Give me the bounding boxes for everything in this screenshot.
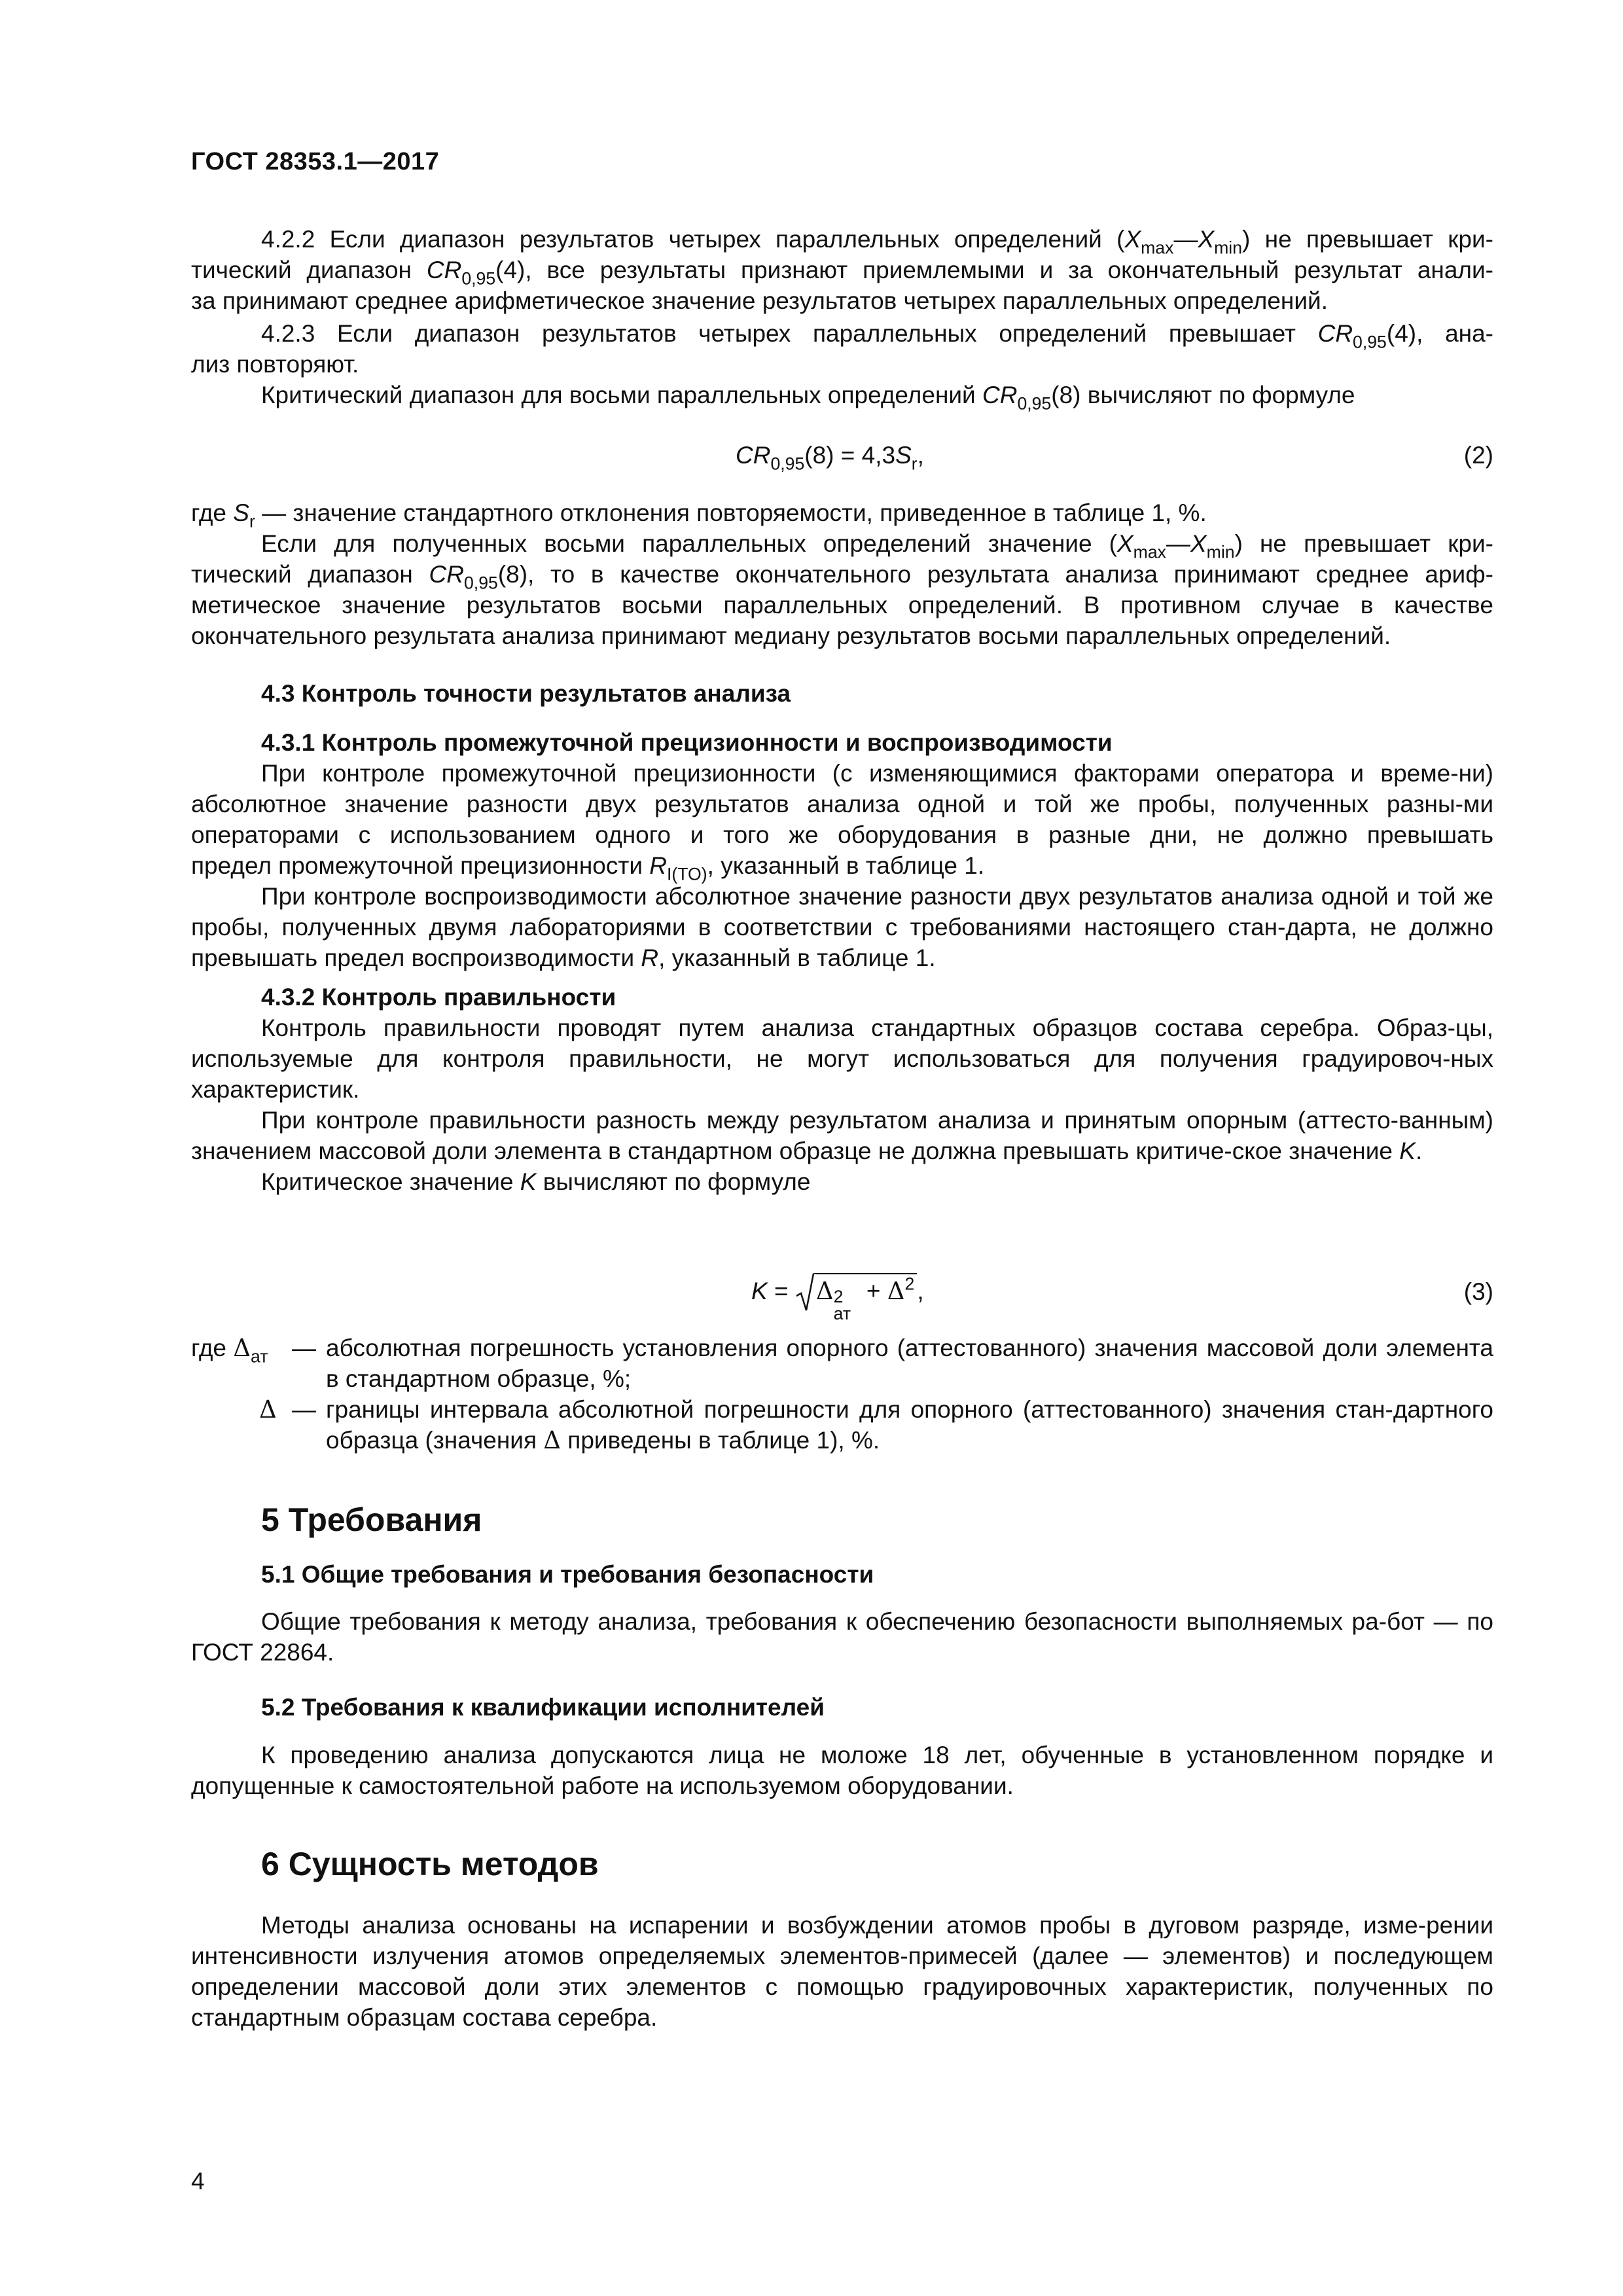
paragraph-4-3-2 <box>191 1013 1493 1197</box>
p-eight-line2: тический диапазон $CR_{0,95}(8)$, то в качестве окончательного результата анализа принимают среднее ариф- <box>191 561 1493 593</box>
p431-text1: При контроле промежуточной прецизионности (с изменяющимися факторами оператора и време-ни) абсолютное значение разности двух результатов анализа одной и той же пробы, полученных разны-ми операторами с использованием одного и того же оборудования в разные дни, не должно превышать <box>191 760 1493 848</box>
paragraph-6 <box>191 1910 1493 2033</box>
formula-2: $CR_{0,95}(8) = 4,3S_r$, <box>736 442 924 474</box>
formula-2-number: (2) <box>1463 442 1493 469</box>
formula-3-number: (3) <box>1463 1278 1493 1305</box>
p422-line2: тический диапазон $CR_{0,95}(4)$, все результаты признают приемлемыми и за окончательный результат анали- <box>191 257 1493 289</box>
paragraph-4-2-3 <box>191 318 1493 414</box>
page-number: 4 <box>191 2168 205 2195</box>
heading-4-3-2: 4.3.2 Контроль правильности <box>261 984 616 1011</box>
paragraph-where-sr <box>191 497 1493 651</box>
where-delta-at-text: абсолютная погрешность установления опорного (аттестованного) значения массовой доли элемента в стандартном образце, %; <box>326 1335 1493 1392</box>
where-delta-label: Δ <box>259 1395 277 1424</box>
p431-text1-last: предел промежуточной прецизионности $R_{I(TO)}$, указанный в таблице 1. <box>191 852 985 884</box>
where-delta <box>191 1394 1493 1456</box>
where-delta-text: границы интервала абсолютной погрешности для опорного (аттестованного) значения стан-дартного образца (значения Δ приведены в таблице 1), %. <box>326 1396 1493 1454</box>
p422-line1: 4.2.2 Если диапазон результатов четырех параллельных определений $(X_{max}—X_{min})$ не превышает кри- <box>261 226 1493 258</box>
p431-text2: При контроле воспроизводимости абсолютное значение разности двух результатов анализа одной и той же пробы, полученных двумя лабораториями в соответствии с требованиями настоящего стан-дарта, не должно превышать предел воспроизводимости R, указанный в таблице 1. <box>191 883 1493 971</box>
heading-4-3: 4.3 Контроль точности результатов анализа <box>261 680 791 707</box>
p-eight-line4: окончательного результата анализа принимают медиану результатов восьми параллельных определений. <box>191 622 1391 649</box>
paragraph-4-3-1 <box>191 758 1493 973</box>
where-dash: — <box>292 1335 316 1361</box>
p423-line1: 4.2.3 Если диапазон результатов четырех параллельных определений превышает $CR_{0,95}(4)$, ана- <box>261 320 1493 352</box>
heading-6: 6 Сущность методов <box>261 1846 599 1882</box>
paragraph-4-2-2 <box>191 224 1493 316</box>
p-eight-line3: метическое значение результатов восьми параллельных определений. В противном случае в качестве <box>191 592 1493 619</box>
p6-text: Методы анализа основаны на испарении и возбуждении атомов пробы в дуговом разряде, изме-рении интенсивности излучения атомов определяемых элементов-примесей (далее — элементов) и последующем определении массовой доли этих элементов с помощью градуировочных характеристик, полученных по стандартным образцам состава серебра. <box>191 1912 1493 2031</box>
formula-3: K = Δ 2 ат + $\Delta^2$ , <box>751 1272 924 1313</box>
where-sr-line: где $S_r$ — значение стандартного отклонения повторяемости, приведенное в таблице 1, %. <box>191 499 1207 531</box>
p423-line3: Критический диапазон для восьми параллельных определений $CR_{0,95}(8)$ вычисляют по формуле <box>261 382 1355 414</box>
heading-5-1: 5.1 Общие требования и требования безопасности <box>261 1561 874 1588</box>
sqrt-sign <box>795 1272 815 1313</box>
p-eight-line1: Если для полученных восьми параллельных определений значение $(X_{max}—X_{min})$ не превышает кри- <box>261 530 1493 562</box>
p51-text: Общие требования к методу анализа, требования к обеспечению безопасности выполняемых ра-бот — по ГОСТ 22864. <box>191 1608 1493 1666</box>
where-delta-at <box>191 1333 1493 1394</box>
p52-text: К проведению анализа допускаются лица не моложе 18 лет, обученные в установленном порядке и допущенные к самостоятельной работе на используемом оборудовании. <box>191 1742 1493 1799</box>
heading-5-2: 5.2 Требования к квалификации исполнителей <box>261 1694 825 1721</box>
document-header: ГОСТ 28353.1—2017 <box>191 148 440 175</box>
heading-4-3-1: 4.3.1 Контроль промежуточной прецизионности и воспроизводимости <box>261 729 1113 756</box>
p422-line3: за принимают среднее арифметическое значение результатов четырех параллельных определений. <box>191 287 1328 314</box>
p432-text1: Контроль правильности проводят путем анализа стандартных образцов состава серебра. Образ-цы, используемые для контроля правильности, не могут использоваться для получения градуировоч-ных характеристик. <box>191 1014 1493 1103</box>
p432-text2: При контроле правильности разность между результатом анализа и принятым опорным (аттесто-ванным) значением массовой доли элемента в стандартном образце не должна превышать критиче-ское значение K. <box>191 1107 1493 1164</box>
p423-line2: лиз повторяют. <box>191 351 359 378</box>
heading-5: 5 Требования <box>261 1501 482 1538</box>
where-delta-at-label: где $\Delta_{ат}$ <box>191 1334 268 1367</box>
paragraph-5-1 <box>191 1606 1493 1668</box>
paragraph-5-2 <box>191 1740 1493 1801</box>
p432-text3: Критическое значение K вычисляют по формуле <box>261 1168 811 1195</box>
where-dash: — <box>292 1396 316 1423</box>
